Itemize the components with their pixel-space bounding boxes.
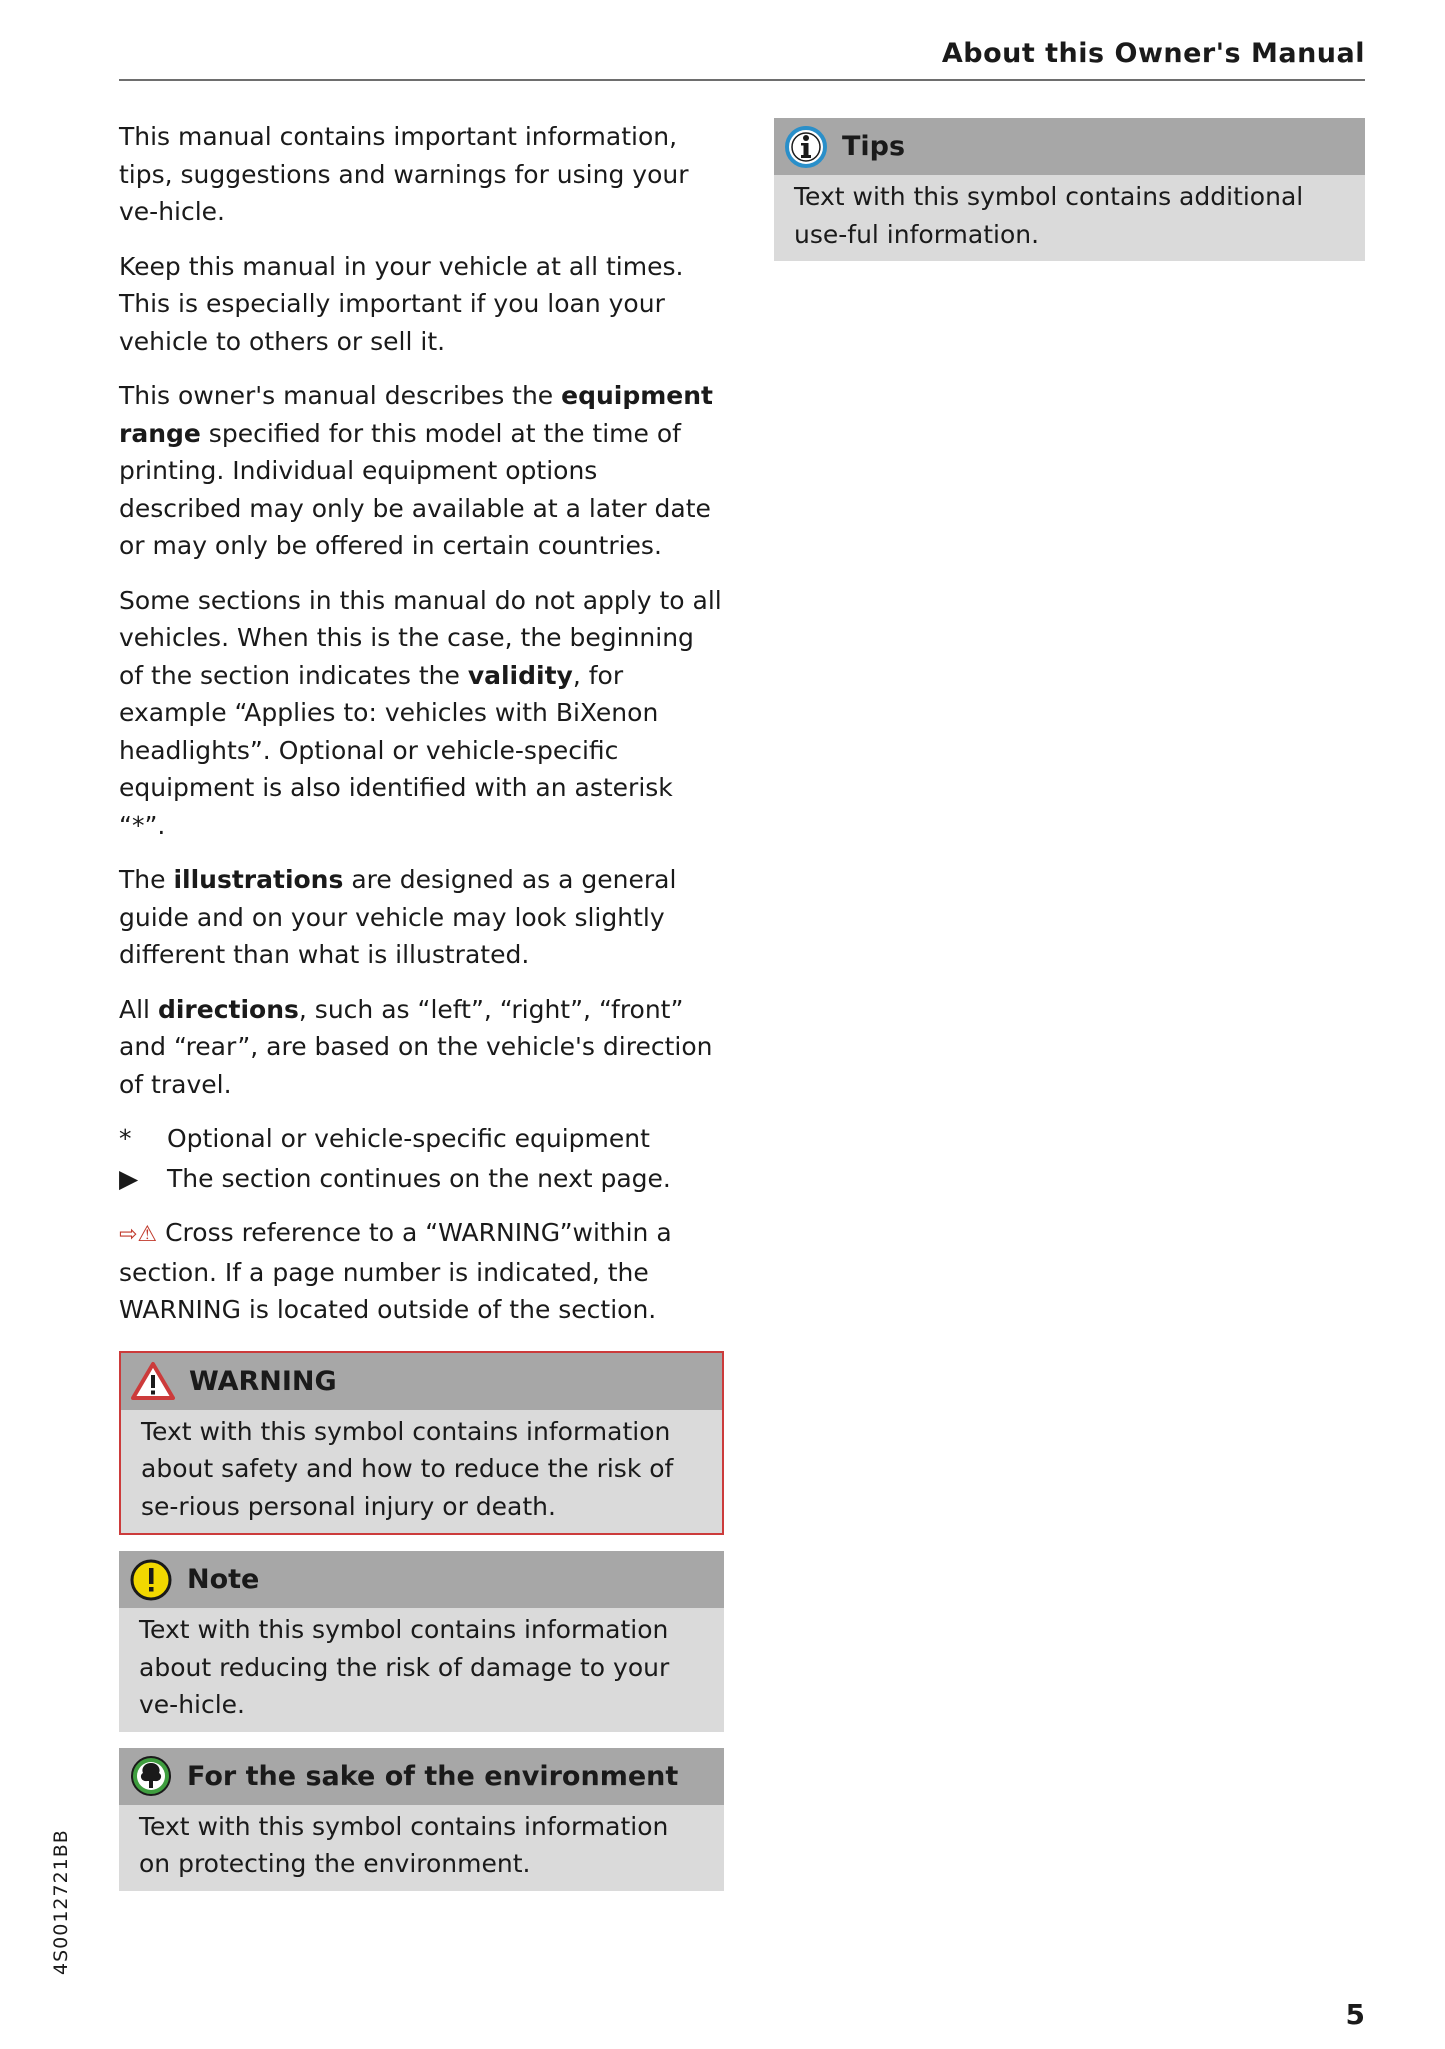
paragraph-text: specified for this model at the time of printing. Individual equipment options described may only be available at a later date or may only be offered in certain countries. bbox=[119, 418, 711, 560]
tips-body: Text with this symbol contains additional use-ful information. bbox=[794, 182, 1304, 249]
note-title: Note bbox=[187, 1564, 260, 1595]
paragraph-text: Some sections in this manual do not apply to all vehicles. When this is the case, the beginning of the section indicates the bbox=[119, 585, 722, 690]
bold-term: validity bbox=[467, 660, 573, 690]
exclamation-circle-icon bbox=[129, 1558, 173, 1602]
paragraph-text: Cross reference to a “WARNING”within a section. If a page number is indicated, the WARNING is located outside of the section. bbox=[119, 1218, 672, 1324]
paragraph-cross-reference bbox=[119, 1214, 724, 1329]
legend-text: Optional or vehicle-specific equipment bbox=[167, 1124, 650, 1153]
left-column bbox=[119, 118, 724, 1907]
play-arrow-icon: ▶ bbox=[119, 1163, 139, 1193]
paragraph-text: , for example “Applies to: vehicles with BiXenon headlights”. Optional or vehicle-specific equipment is also identified with an asterisk “*”. bbox=[119, 660, 673, 840]
tips-box bbox=[774, 118, 1365, 261]
info-icon bbox=[784, 125, 828, 169]
document-code: 4S0012721BB bbox=[50, 1829, 72, 1975]
environment-body: Text with this symbol contains information on protecting the environment. bbox=[139, 1811, 669, 1878]
warning-box bbox=[119, 1351, 724, 1536]
paragraph-validity bbox=[119, 582, 724, 845]
paragraph-illustrations bbox=[119, 861, 724, 974]
tips-title: Tips bbox=[842, 131, 906, 162]
paragraph-equipment-range bbox=[119, 377, 724, 565]
environment-title: For the sake of the environment bbox=[187, 1760, 679, 1792]
note-body: Text with this symbol contains information about reducing the risk of damage to your ve-hicle. bbox=[139, 1615, 670, 1719]
note-box-header bbox=[119, 1551, 724, 1608]
bold-term: equipment range bbox=[119, 381, 714, 448]
paragraph-keep-manual: Keep this manual in your vehicle at all times. This is especially important if you loan your vehicle to others or sell it. bbox=[119, 251, 684, 356]
legend-item-asterisk bbox=[119, 1120, 724, 1158]
legend-item-continues bbox=[119, 1160, 724, 1198]
warning-title: WARNING bbox=[189, 1365, 337, 1397]
bold-term: directions bbox=[157, 994, 299, 1024]
header-divider bbox=[119, 79, 1365, 81]
paragraph-text: All bbox=[119, 994, 158, 1024]
environment-box bbox=[119, 1748, 724, 1891]
paragraph-directions bbox=[119, 991, 724, 1104]
warning-body: Text with this symbol contains information about safety and how to reduce the risk of se-rious personal injury or death. bbox=[141, 1416, 674, 1521]
tree-leaf-icon bbox=[129, 1754, 173, 1798]
bold-term: illustrations bbox=[173, 865, 344, 894]
paragraph-text: are designed as a general guide and on your vehicle may look slightly different than what is illustrated. bbox=[119, 865, 677, 969]
page-number: 5 bbox=[1345, 1998, 1365, 2031]
warning-triangle-icon bbox=[131, 1361, 175, 1401]
paragraph-text: This owner's manual describes the bbox=[119, 381, 562, 410]
paragraph-intro: This manual contains important information, tips, suggestions and warnings for using your ve-hicle. bbox=[119, 122, 689, 226]
asterisk-symbol: * bbox=[119, 1124, 132, 1153]
paragraph-text: , such as “left”, “right”, “front” and “rear”, are based on the vehicle's direction of travel. bbox=[119, 994, 713, 1099]
warning-box-header bbox=[121, 1353, 722, 1410]
note-box bbox=[119, 1551, 724, 1732]
page-header-title: About this Owner's Manual bbox=[941, 38, 1365, 69]
environment-box-header bbox=[119, 1748, 724, 1805]
cross-reference-warning-icon: ⇨⚠ bbox=[119, 1222, 158, 1247]
paragraph-text: The bbox=[119, 865, 174, 894]
legend-text: The section continues on the next page. bbox=[167, 1163, 671, 1193]
right-column bbox=[774, 118, 1365, 277]
tips-box-header bbox=[774, 118, 1365, 175]
